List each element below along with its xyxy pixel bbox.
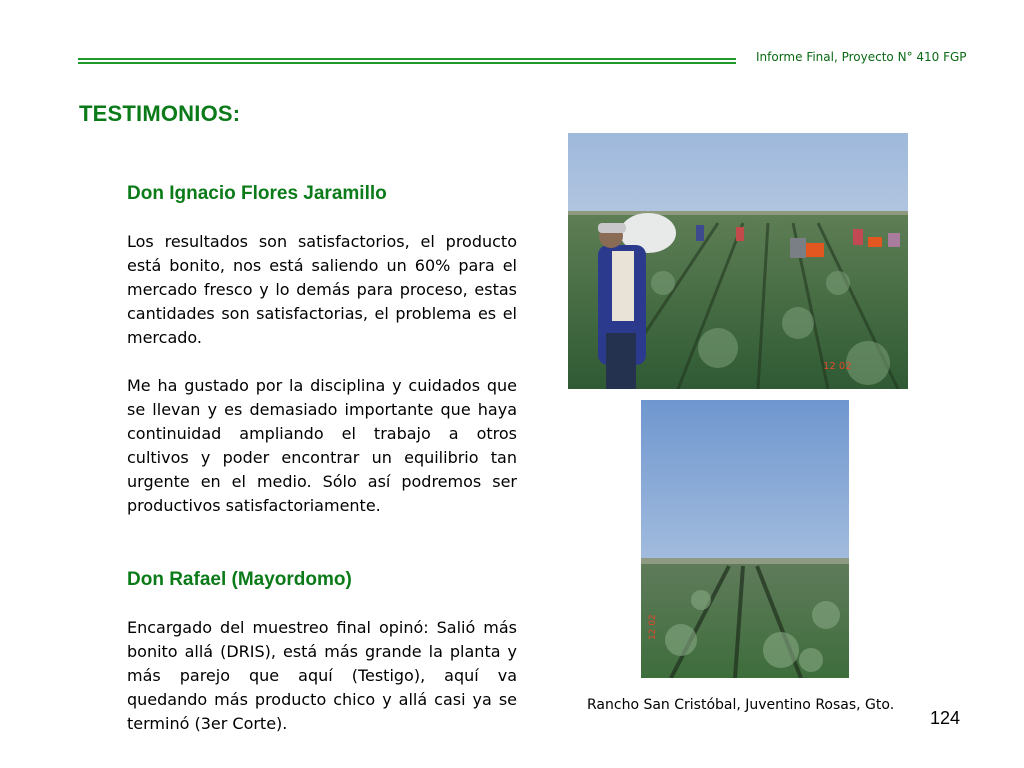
testimony-1-paragraph-1: Los resultados son satisfactorios, el producto está bonito, nos está saliendo un 60% para el mercado fresco y lo demás para proceso, estas cantidades son satisfactorias, el problema es el mercado.	[127, 232, 517, 347]
section-title: TESTIMONIOS:	[79, 101, 241, 126]
testimony-2-name: Don Rafael (Mayordomo)	[127, 569, 352, 590]
testimony-1-paragraph-1-block	[127, 230, 517, 350]
header-text: Informe Final, Proyecto N° 410 FGP	[756, 50, 967, 64]
photo-caption: Rancho San Cristóbal, Juventino Rosas, Gto.	[587, 697, 895, 713]
testimony-2-name-block	[127, 569, 517, 591]
page-number: 124	[930, 708, 961, 728]
photo-timestamp-2: 12 02	[648, 614, 658, 640]
testimony-1-name-block	[127, 183, 517, 205]
photo-field-workers-image	[568, 133, 908, 389]
photo-field-workers	[568, 133, 908, 389]
testimony-2-paragraph-1-block	[127, 616, 517, 736]
testimony-2-paragraph-1: Encargado del muestreo final opinó: Salió más bonito allá (DRIS), está más grande la planta y más parejo que aquí (Testigo), aquí va quedando más producto chico y allá casi ya se terminó (3er Corte).	[127, 618, 517, 733]
header-rule-bottom	[78, 62, 736, 64]
photo-timestamp-1: 12 02	[823, 361, 852, 372]
testimony-1-name: Don Ignacio Flores Jaramillo	[127, 183, 387, 204]
testimony-1-paragraph-2: Me ha gustado por la disciplina y cuidados que se llevan y es demasiado importante que haya continuidad ampliando el trabajo a otros cultivos y poder encontrar un equilibrio tan urgente en el medio. Sólo así podremos ser productivos satisfactoriamente.	[127, 376, 517, 515]
photo-broccoli-rows-image	[641, 400, 849, 678]
testimony-1-paragraph-2-block	[127, 374, 517, 518]
photo-broccoli-rows	[641, 400, 849, 678]
header-rule-top	[78, 58, 736, 60]
